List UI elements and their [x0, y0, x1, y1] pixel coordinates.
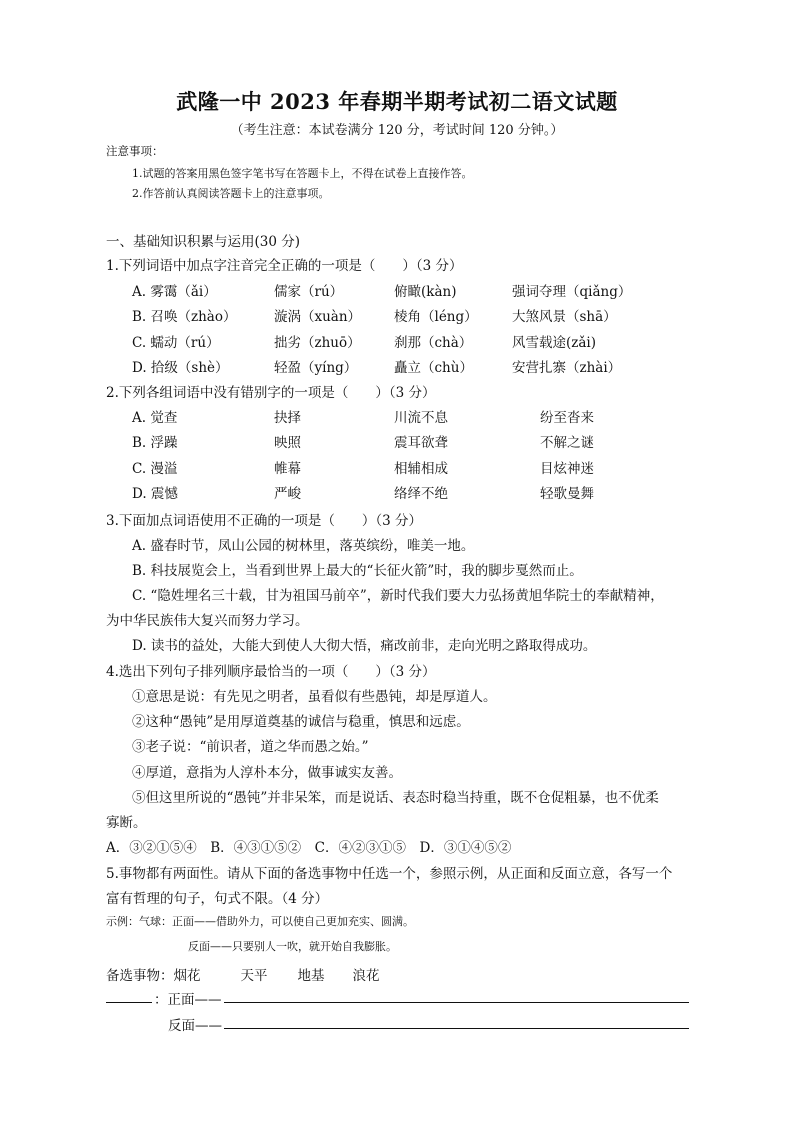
question-3-stem: 3.下面加点词语使用不正确的一项是（ ）（3 分）: [106, 513, 423, 529]
question-5-example: 示例：气球：正面——借助外力，可以使自己更加充实、圆满。: [106, 915, 414, 928]
front-label: ：正面——: [154, 992, 222, 1008]
question-1-option-cell: B. 召唤（zhào）: [132, 309, 237, 326]
question-3-option-a: A. 盛春时节，凤山公园的树林里，落英缤纷，唯美一地。: [132, 538, 475, 554]
question-4-sentence: ③老子说：“前识者，道之华而愚之始。”: [132, 739, 369, 755]
question-2-option-cell: 抉择: [274, 410, 301, 426]
candidate-item: 地基: [297, 968, 325, 984]
exam-instructions: （考生注意：本试卷满分 120 分，考试时间 120 分钟。）: [230, 123, 564, 138]
question-5-example-cont: 反面——只要别人一吹，就开始自我膨胀。: [188, 940, 397, 953]
page-title: 武隆一中 2023 年春期半期考试初二语文试题: [176, 89, 618, 114]
question-5-stem-cont: 富有哲理的句子，句式不限。（4 分）: [106, 891, 329, 907]
question-1-option-cell: 大煞风景（shā）: [512, 309, 617, 326]
question-1-option-cell: A. 雾霭（ǎi）: [132, 284, 217, 300]
question-4-sentence-cont: 寡断。: [106, 815, 147, 831]
question-1-option-cell: 风雪载途(zǎi): [512, 334, 597, 351]
candidate-item: 烟花: [173, 968, 201, 984]
front-answer-line[interactable]: [224, 1002, 689, 1003]
candidate-item: 浪花: [352, 968, 380, 984]
question-2-option-cell: 络绎不绝: [394, 485, 448, 502]
question-4-sentence: ⑤但这里所说的“愚钝”并非呆笨，而是说话、表态时稳当持重，既不仓促粗暴，也不优柔: [132, 790, 659, 806]
candidates-label: 备选事物：: [106, 968, 174, 984]
question-1-option-cell: D. 拾级（shè）: [132, 359, 229, 376]
note-item: 2.作答前认真阅读答题卡上的注意事项。: [132, 187, 330, 200]
question-2-option-cell: 震耳欲聋: [394, 435, 448, 452]
question-1-option-cell: 俯瞰(kàn): [394, 284, 457, 300]
question-3-option-c-cont: 为中华民族伟大复兴而努力学习。: [106, 613, 309, 629]
section-heading: 一、基础知识积累与运用(30 分): [106, 234, 301, 250]
question-2-option-cell: 纷至沓来: [540, 410, 594, 426]
question-2-option-cell: 帷幕: [274, 460, 301, 477]
back-label: 反面——: [168, 1018, 222, 1034]
question-3-option-d: D. 读书的益处，大能大到使人大彻大悟，痛改前非，走向光明之路取得成功。: [132, 638, 597, 654]
question-2-option-cell: 相辅相成: [394, 460, 448, 477]
question-2-option-cell: 映照: [274, 435, 301, 452]
question-4-sentence: ②这种“愚钝”是用厚道奠基的诚信与稳重，慎思和远虑。: [132, 714, 470, 730]
question-1-option-cell: 刹那（chà）: [394, 334, 473, 351]
question-2-option-cell: 不解之谜: [540, 435, 594, 452]
candidate-item: 天平: [240, 968, 268, 984]
question-4-stem: 4.选出下列句子排列顺序最恰当的一项（ ）（3 分）: [106, 664, 436, 680]
question-1-option-cell: 安营扎寨（zhài）: [512, 359, 622, 376]
question-2-option-cell: 目炫神迷: [540, 460, 594, 477]
question-1-option-cell: 轻盈（yíng）: [274, 359, 358, 376]
question-1-option-cell: 漩涡（xuàn）: [274, 309, 362, 326]
question-1-option-cell: 矗立（chù）: [394, 359, 473, 376]
question-2-stem: 2.下列各组词语中没有错别字的一项是（ ）（3 分）: [106, 385, 436, 401]
question-2-option-cell: D. 震憾: [132, 485, 178, 502]
question-2-option-cell: 轻歌曼舞: [540, 485, 594, 502]
question-5-candidates: [106, 964, 380, 984]
question-5-stem: 5.事物都有两面性。请从下面的备选事物中任选一个，参照示例，从正面和反面立意，各写一个: [106, 866, 673, 882]
question-1-stem: 1.下列词语中加点字注音完全正确的一项是（ ）（3 分）: [106, 258, 463, 274]
choice-blank[interactable]: [106, 1002, 152, 1003]
notes-heading: 注意事项：: [106, 144, 164, 158]
question-2-option-cell: 严峻: [274, 485, 301, 502]
question-1-option-cell: 棱角（léng）: [394, 309, 478, 326]
question-1-option-cell: 强词夺理（qiǎng）: [512, 284, 632, 300]
question-2-option-cell: C. 漫溢: [132, 460, 178, 477]
question-1-option-cell: 儒家（rú）: [274, 284, 344, 300]
question-3-option-b: B. 科技展览会上，当看到世界上最大的“长征火箭”时，我的脚步戛然而止。: [132, 563, 583, 579]
question-2-option-cell: A. 觉查: [132, 410, 178, 426]
question-4-sentence: ④厚道，意指为人淳朴本分，做事诚实友善。: [132, 765, 402, 781]
question-4-options: A．③②①⑤④ B．④③①⑤② C．④②③①⑤ D．③①④⑤②: [106, 840, 512, 856]
question-4-sentence: ①意思是说：有先见之明者，虽看似有些愚钝，却是厚道人。: [132, 689, 497, 705]
question-1-option-cell: C. 蠕动（rú）: [132, 334, 220, 351]
question-1-option-cell: 拙劣（zhuō）: [274, 334, 361, 351]
question-2-option-cell: 川流不息: [394, 410, 448, 426]
back-answer-line[interactable]: [224, 1028, 689, 1029]
note-item: 1.试题的答案用黑色签字笔书写在答题卡上，不得在试卷上直接作答。: [132, 167, 473, 180]
question-3-option-c: C. “隐姓埋名三十载，甘为祖国马前卒”，新时代我们要大力弘扬黄旭华院士的奉献精神，: [132, 588, 664, 604]
question-2-option-cell: B. 浮躁: [132, 435, 178, 452]
